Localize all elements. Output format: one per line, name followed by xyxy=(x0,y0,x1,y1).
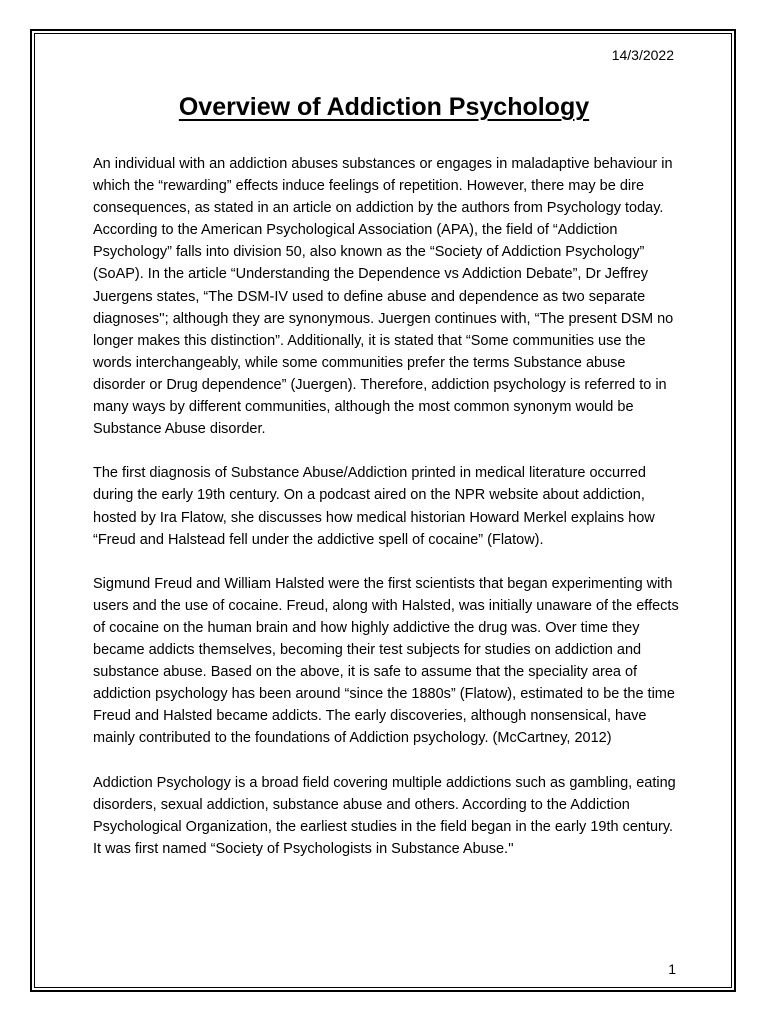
paragraph-2: The first diagnosis of Substance Abuse/Addiction printed in medical literature occurred during the early 19th century. On a podcast aired on the NPR website about addiction, hosted by Ira Flatow, she discusses how medical historian Howard Merkel explains how “Freud and Halstead fell under the addictive spell of cocaine” (Flatow). xyxy=(93,465,655,548)
paragraph-3: Sigmund Freud and William Halsted were the first scientists that began experimenting with users and the use of cocaine. Freud, along with Halsted, was initially unaware of the effects of cocaine on the human brain and how highly addictive the drug was. Over time they became addicts themselves, becoming their test subjects for studies on addiction and substance abuse. Based on the above, it is safe to assume that the speciality area of addiction psychology has been around “since the 1880s” (Flatow), estimated to be the time Freud and Halsted became addicts. The early discoveries, although nonsensical, have mainly contributed to the foundations of Addiction psychology. (McCartney, 2012) xyxy=(93,575,679,747)
document-body xyxy=(93,153,679,882)
page-title: Overview of Addiction Psychology xyxy=(178,93,590,121)
document-date: 14/3/2022 xyxy=(611,47,674,63)
paragraph-1: An individual with an addiction abuses substances or engages in maladaptive behaviour in which the “rewarding” effects induce feelings of repetition. However, there may be dire consequences, as stated in an article on addiction by the authors from Psychology today. According to the American Psychological Association (APA), the field of “Addiction Psychology” falls into division 50, also known as the “Society of Addiction Psychology” (SoAP). In the article “Understanding the Dependence vs Addiction Debate”, Dr Jeffrey Juergens states, “The DSM-IV used to define abuse and dependence as two separate diagnoses''; although they are synonymous. Juergen continues with, “The present DSM no longer makes this distinction”. Additionally, it is stated that “Some communities use the words interchangeably, while some communities prefer the terms Substance abuse disorder or Drug dependence” (Juergen). Therefore, addiction psychology is referred to in many ways by different communities, although the most common synonym would be Substance Abuse disorder. xyxy=(93,156,674,438)
page-number: 1 xyxy=(668,961,676,977)
paragraph-4: Addiction Psychology is a broad field covering multiple addictions such as gambling, eating disorders, sexual addiction, substance abuse and others. According to the Addiction Psychological Organization, the earliest studies in the field began in the early 19th century. It was first named “Society of Psychologists in Substance Abuse.'' xyxy=(93,774,676,857)
